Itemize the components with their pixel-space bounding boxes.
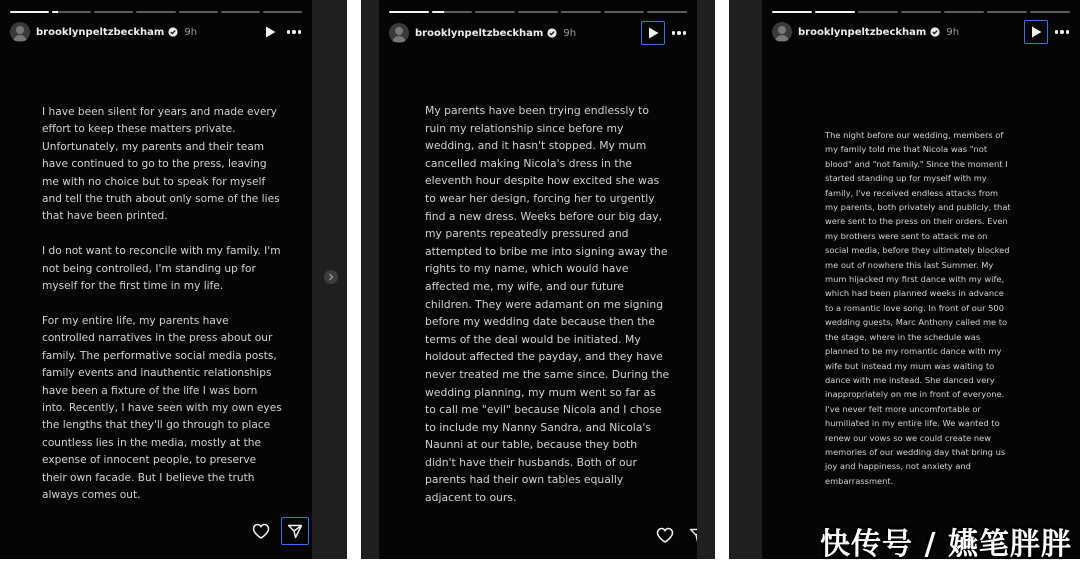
- progress-segment: [772, 11, 812, 13]
- heart-icon[interactable]: [249, 519, 273, 543]
- more-icon[interactable]: [669, 23, 689, 43]
- progress-segment: [10, 11, 49, 13]
- progress-segment: [94, 11, 133, 13]
- progress-segment: [389, 11, 429, 13]
- more-icon[interactable]: [284, 22, 304, 42]
- progress-segment: [901, 11, 941, 13]
- avatar[interactable]: [772, 22, 792, 42]
- progress-segment-fill: [10, 11, 49, 13]
- more-icon[interactable]: [1052, 22, 1072, 42]
- story-progress-bar: [389, 11, 687, 13]
- progress-segment-fill: [432, 11, 444, 13]
- progress-segment: [1030, 11, 1070, 13]
- play-icon[interactable]: [1024, 20, 1048, 44]
- progress-segment-fill: [389, 11, 429, 13]
- progress-segment: [604, 11, 644, 13]
- avatar[interactable]: [389, 23, 409, 43]
- progress-segment: [179, 11, 218, 13]
- verified-badge-icon: [547, 28, 557, 38]
- story-actions: [653, 523, 697, 547]
- story-view: [379, 0, 697, 559]
- progress-segment: [987, 11, 1027, 13]
- username[interactable]: brooklynpeltzbeckham: [798, 26, 927, 38]
- play-icon[interactable]: [260, 22, 280, 42]
- progress-segment-fill: [815, 11, 855, 13]
- progress-segment: [647, 11, 687, 13]
- next-story-arrow-icon[interactable]: [324, 270, 338, 284]
- story-panel-2: [361, 0, 715, 559]
- progress-segment: [475, 11, 515, 13]
- progress-segment-fill: [772, 11, 812, 13]
- send-icon[interactable]: [281, 517, 309, 545]
- progress-segment: [944, 11, 984, 13]
- time-ago: 9h: [946, 26, 960, 38]
- story-text: I have been silent for years and made every effort to keep these matters private. Unfortunately, my parents and their team have continued to go to the press, leaving me with no choice but to speak for myself and tell the truth about only some of the lies that have been printed. I do not want to reconcile with my family. I'm not being controlled, I'm standing up for myself for the first time in my life. For my entire life, my parents have controlled narratives in the press about our family. The performative social media posts, family events and inauthentic relationships have been a fixture of the life I was born into. Recently, I have seen with my own eyes the lengths that they'll go through to place countless lies in the media, mostly at the expense of innocent people, to preserve their own facade. But I believe the truth always comes out.: [42, 106, 282, 501]
- story-view: [762, 0, 1080, 559]
- username[interactable]: brooklynpeltzbeckham: [36, 26, 165, 38]
- story-panel-3: [729, 0, 1080, 559]
- verified-badge-icon: [930, 27, 940, 37]
- avatar[interactable]: [10, 22, 30, 42]
- story-header: [389, 23, 689, 43]
- story-progress-bar: [772, 11, 1070, 13]
- progress-segment: [432, 11, 472, 13]
- time-ago: 9h: [563, 27, 577, 39]
- story-text: My parents have been trying endlessly to ruin my relationship since before my wedding, and it hasn't stopped. My mum cancelled making Nicola's dress in the eleventh hour despite how excited she was to wear her design, forcing her to urgently find a new dress. Weeks before our big day, my parents repeatedly pressured and attempted to bribe me into signing away the rights to my name, which would have affected me, my wife, and our future children. They were adamant on me signing before my wedding date because then the terms of the deal would be initiated. My holdout affected the payday, and they have never treated me the same since. During the wedding planning, my mum went so far as to call me "evil" because Nicola and I chose to include my Nanny Sandra, and Nicola's Naunni at our table, because they both didn't have their husbands. Both of our parents had their own tables equally adjacent to ours.: [425, 104, 670, 505]
- story-header: [772, 22, 1072, 42]
- verified-badge-icon: [168, 27, 178, 37]
- send-icon[interactable]: [685, 523, 697, 547]
- time-ago: 9h: [184, 26, 198, 38]
- progress-segment: [221, 11, 260, 13]
- progress-segment: [52, 11, 91, 13]
- progress-segment: [136, 11, 175, 13]
- progress-segment: [263, 11, 302, 13]
- progress-segment: [815, 11, 855, 13]
- heart-icon[interactable]: [653, 523, 677, 547]
- progress-segment: [858, 11, 898, 13]
- story-panel-1: [0, 0, 347, 559]
- username[interactable]: brooklynpeltzbeckham: [415, 27, 544, 39]
- progress-segment-fill: [52, 11, 58, 13]
- progress-segment: [561, 11, 601, 13]
- story-view: [0, 0, 312, 559]
- play-icon[interactable]: [641, 21, 665, 45]
- story-header: [10, 22, 304, 42]
- story-actions: [249, 517, 309, 545]
- progress-segment: [518, 11, 558, 13]
- story-text: The night before our wedding, members of my family told me that Nicola was "not blood" and "not family." Since the moment I started standing up for myself with my family, I've received endless attacks from my parents, both privately and publicly, that were sent to the press on their orders. Even my brothers were sent to attack me on social media, before they ultimately blocked me out of nowhere this last Summer. My mum hijacked my first dance with my wife, which had been planned weeks in advance to a romantic love song. In front of our 500 wedding guests, Marc Anthony called me to the stage, where in the schedule was planned to be my romantic dance with my wife but instead my mum was waiting to dance with me instead. She danced very inappropriately on me in front of everyone. I've never felt more uncomfortable or humiliated in my entire life. We wanted to renew our vows so we could create new memories of our wedding day that bring us joy and happiness, not anxiety and embarrassment.: [825, 130, 1011, 486]
- watermark: 快传号 / 嬿笔胖胖: [820, 527, 1072, 562]
- story-progress-bar: [10, 11, 302, 13]
